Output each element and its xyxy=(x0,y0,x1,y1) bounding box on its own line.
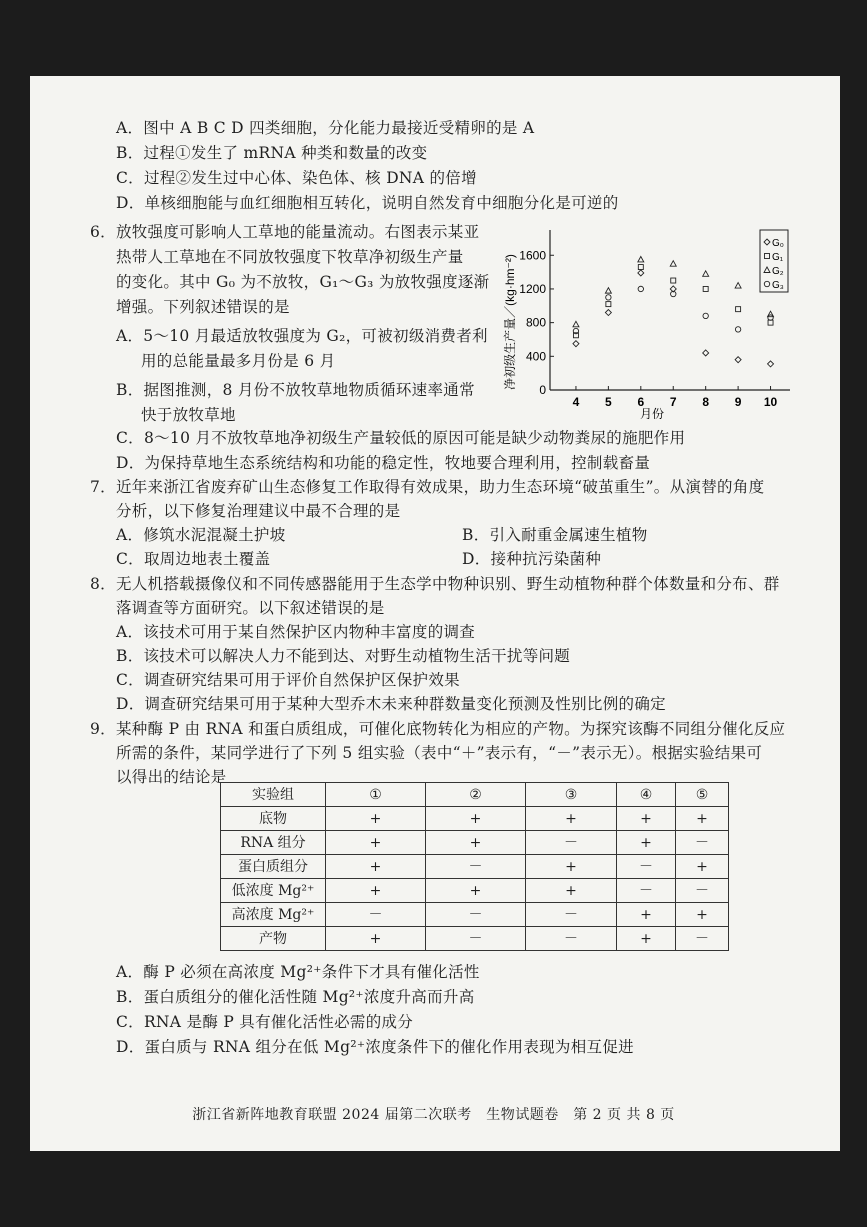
data-point xyxy=(670,261,676,267)
legend-label: G₁ xyxy=(772,252,784,263)
table-cell: + xyxy=(326,855,426,879)
data-point xyxy=(736,307,741,312)
table-cell: － xyxy=(617,855,676,879)
q9-option-c: C．RNA 是酶 P 具有催化活性必需的成分 xyxy=(116,1013,414,1031)
table-row xyxy=(221,807,729,831)
data-point xyxy=(638,265,643,270)
q8-option-c: C．调查研究结果可用于评价自然保护区保护效果 xyxy=(116,671,460,689)
q6-stem-line-3: 的变化。其中 G₀ 为不放牧，G₁～G₃ 为放牧强度逐渐 xyxy=(116,273,490,291)
q6-stem-line-4: 增强。下列叙述错误的是 xyxy=(116,298,290,316)
chart-legend xyxy=(760,230,788,292)
data-point xyxy=(606,302,611,307)
q6-option-b-line-2: 快于放牧草地 xyxy=(141,406,236,424)
row-label: 高浓度 Mg²⁺ xyxy=(221,903,326,927)
data-point xyxy=(638,256,644,262)
x-tick-label: 8 xyxy=(702,395,710,409)
table-header-cell: ③ xyxy=(526,783,617,807)
q6-option-b-line-1: B．据图推测，8 月份不放牧草地物质循环速率通常 xyxy=(116,381,475,399)
q9-option-b: B．蛋白质组分的催化活性随 Mg²⁺浓度升高而升高 xyxy=(116,988,475,1006)
y-tick-label: 1600 xyxy=(519,248,546,263)
table-cell: + xyxy=(326,879,426,903)
legend-marker xyxy=(764,239,770,245)
table-cell: + xyxy=(617,903,676,927)
data-point xyxy=(638,270,644,276)
legend-label: G₃ xyxy=(772,280,784,291)
table-cell: + xyxy=(526,807,617,831)
q8-stem-line-1: 8．无人机搭载摄像仪和不同传感器能用于生态学中物种识别、野生动植物种群个体数量和分布、群 xyxy=(90,575,780,593)
q9-option-d: D．蛋白质与 RNA 组分在低 Mg²⁺浓度条件下的催化作用表现为相互促进 xyxy=(116,1038,634,1056)
table-header-row xyxy=(221,783,729,807)
table-cell: + xyxy=(426,807,526,831)
row-label: 底物 xyxy=(221,807,326,831)
table-header-label: 实验组 xyxy=(221,783,326,807)
table-cell: － xyxy=(676,927,729,951)
data-point xyxy=(735,357,741,363)
y-tick-label: 400 xyxy=(525,349,546,364)
q8-option-a: A．该技术可用于某自然保护区内物种丰富度的调查 xyxy=(116,623,476,641)
table-row xyxy=(221,855,729,879)
q7-stem-line-1: 7．近年来浙江省废弃矿山生态修复工作取得有效成果，助力生态环境“破茧重生”。从演替的角度 xyxy=(90,478,765,496)
table-cell: + xyxy=(676,855,729,879)
q7-option-b: B．引入耐重金属速生植物 xyxy=(462,526,648,544)
y-axis-label: 净初级生产量／(kg·hm⁻²) xyxy=(503,254,517,390)
table-row xyxy=(221,927,729,951)
q6-stem-line-2: 热带人工草地在不同放牧强度下牧草净初级生产量 xyxy=(116,248,464,266)
table-cell: － xyxy=(617,879,676,903)
y-tick-label: 800 xyxy=(525,315,546,330)
table-cell: + xyxy=(617,831,676,855)
q7-option-a: A．修筑水泥混凝土护坡 xyxy=(116,526,286,544)
experiment-table xyxy=(220,782,729,951)
data-point xyxy=(605,310,611,316)
q6-option-a-line-2: 用的总能量最多月份是 6 月 xyxy=(141,352,336,370)
table-row xyxy=(221,903,729,927)
q6-option-a-line-1: A．5～10 月最适放牧强度为 G₂，可被初级消费者利 xyxy=(116,327,488,345)
data-point xyxy=(638,286,643,291)
table-cell: + xyxy=(526,879,617,903)
legend-marker xyxy=(764,267,770,273)
table-cell: － xyxy=(326,903,426,927)
x-tick-label: 5 xyxy=(605,395,612,409)
y-tick-label: 1200 xyxy=(519,281,546,296)
q5-option-c: C．过程②发生过中心体、染色体、核 DNA 的倍增 xyxy=(116,169,477,187)
row-label: 产物 xyxy=(221,927,326,951)
table-cell: － xyxy=(426,855,526,879)
q6-stem-line-1: 6．放牧强度可影响人工草地的能量流动。右图表示某亚 xyxy=(90,223,480,241)
x-axis-label: 月份 xyxy=(639,407,665,421)
table-cell: + xyxy=(326,927,426,951)
table-cell: － xyxy=(526,927,617,951)
table-cell: + xyxy=(326,807,426,831)
table-cell: + xyxy=(676,807,729,831)
data-point xyxy=(703,271,709,277)
q8-option-b: B．该技术可以解决人力不能到达、对野生动植物生活干扰等问题 xyxy=(116,647,571,665)
row-label: RNA 组分 xyxy=(221,831,326,855)
table-cell: + xyxy=(326,831,426,855)
data-point xyxy=(768,320,773,325)
q7-stem-line-2: 分析，以下修复治理建议中最不合理的是 xyxy=(116,502,401,520)
table-cell: + xyxy=(676,903,729,927)
x-tick-label: 4 xyxy=(572,395,580,409)
table-header-cell: ⑤ xyxy=(676,783,729,807)
data-point xyxy=(735,283,741,289)
q8-option-d: D．调查研究结果可用于某种大型乔木未来种群数量变化预测及性别比例的确定 xyxy=(116,695,666,713)
q6-option-d: D．为保持草地生态系统结构和功能的稳定性，牧地要合理利用，控制载畜量 xyxy=(116,454,651,472)
row-label: 蛋白质组分 xyxy=(221,855,326,879)
table-cell: + xyxy=(526,855,617,879)
data-point xyxy=(768,315,773,320)
table-row xyxy=(221,879,729,903)
data-point xyxy=(606,295,611,300)
legend-label: G₀ xyxy=(772,238,784,249)
data-point xyxy=(605,288,611,294)
q6-option-c: C．8～10 月不放牧草地净初级生产量较低的原因可能是缺少动物粪尿的施肥作用 xyxy=(116,429,686,447)
table-header-cell: ① xyxy=(326,783,426,807)
table-cell: + xyxy=(617,807,676,831)
table-cell: － xyxy=(676,879,729,903)
y-tick-label: 0 xyxy=(539,383,546,397)
x-tick-label: 7 xyxy=(669,395,677,409)
data-point xyxy=(768,361,774,367)
table-cell: － xyxy=(426,927,526,951)
legend-marker xyxy=(764,281,769,286)
data-point xyxy=(735,327,740,332)
table-header-cell: ④ xyxy=(617,783,676,807)
q7-option-d: D．接种抗污染菌种 xyxy=(462,550,602,568)
q9-option-a: A．酶 P 必须在高浓度 Mg²⁺条件下才具有催化活性 xyxy=(116,963,480,981)
q9-stem-line-3: 以得出的结论是 xyxy=(116,768,227,786)
table-cell: － xyxy=(426,903,526,927)
npp-scatter-chart xyxy=(502,222,802,432)
table-cell: － xyxy=(526,903,617,927)
row-label: 低浓度 Mg²⁺ xyxy=(221,879,326,903)
data-point xyxy=(573,321,579,327)
data-point xyxy=(703,286,708,291)
table-row xyxy=(221,831,729,855)
q7-option-c: C．取周边地表土覆盖 xyxy=(116,550,271,568)
q9-stem-line-2: 所需的条件，某同学进行了下列 5 组实验（表中“＋”表示有，“－”表示无）。根据实验结果可 xyxy=(116,744,763,762)
x-tick-label: 10 xyxy=(763,395,778,409)
data-point xyxy=(671,278,676,283)
q5-option-a: A．图中 A B C D 四类细胞，分化能力最接近受精卵的是 A xyxy=(116,119,535,137)
x-tick-label: 6 xyxy=(637,395,645,409)
x-tick-label: 9 xyxy=(734,395,742,409)
data-point xyxy=(573,341,579,347)
table-cell: － xyxy=(676,831,729,855)
table-cell: － xyxy=(526,831,617,855)
q5-option-b: B．过程①发生了 mRNA 种类和数量的改变 xyxy=(116,144,428,162)
page-footer: 浙江省新阵地教育联盟 2024 届第二次联考 生物试题卷 第 2 页 共 8 页 xyxy=(192,1107,675,1123)
table-cell: + xyxy=(617,927,676,951)
table-cell: + xyxy=(426,879,526,903)
legend-label: G₂ xyxy=(772,266,784,277)
q9-stem-line-1: 9．某种酶 P 由 RNA 和蛋白质组成，可催化底物转化为相应的产物。为探究该酶不同组分催化反应 xyxy=(90,720,786,738)
data-point xyxy=(703,350,709,356)
legend-marker xyxy=(765,254,770,259)
q5-option-d: D．单核细胞能与血红细胞相互转化，说明自然发育中细胞分化是可逆的 xyxy=(116,194,619,212)
q8-stem-line-2: 落调查等方面研究。以下叙述错误的是 xyxy=(116,599,385,617)
data-point xyxy=(703,313,708,318)
table-header-cell: ② xyxy=(426,783,526,807)
table-cell: + xyxy=(426,831,526,855)
